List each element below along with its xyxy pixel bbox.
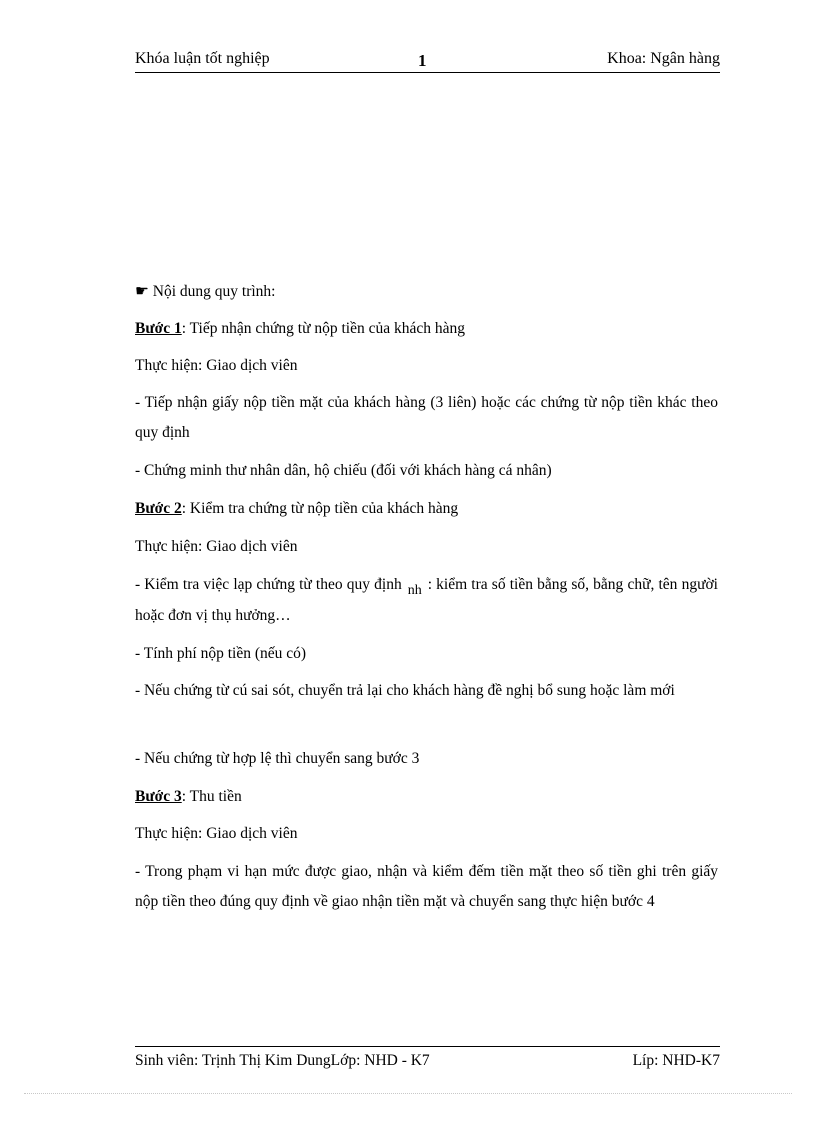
footer-class: Líp: NHD-K7 bbox=[632, 1052, 720, 1069]
header-thesis-title: Khóa luận tốt nghiệp bbox=[135, 50, 270, 67]
step2-item-1 bbox=[135, 570, 718, 631]
step3-actor: Thực hiện: Giao dịch viên bbox=[135, 825, 298, 842]
step2-actor: Thực hiện: Giao dịch viên bbox=[135, 538, 298, 555]
page-footer bbox=[135, 1046, 720, 1077]
step2-item-1-subscript: nh bbox=[407, 583, 422, 598]
page-bottom-divider bbox=[24, 1093, 792, 1094]
step2-title: : Kiểm tra chứng từ nộp tiền của khách hàng bbox=[181, 500, 459, 517]
step1-item-2: - Chứng minh thư nhân dân, hộ chiếu (đối với khách hàng cá nhân) bbox=[135, 462, 552, 479]
step1-heading bbox=[135, 319, 465, 339]
step1-item-1: - Tiếp nhận giấy nộp tiền mặt của khách hàng (3 liên) hoặc các chứng từ nộp tiền khác theo quy định bbox=[135, 394, 718, 441]
pointing-hand-icon: ☛ bbox=[135, 283, 149, 300]
intro-line bbox=[135, 282, 276, 302]
step1-actor: Thực hiện: Giao dịch viên bbox=[135, 357, 298, 374]
step1-title: : Tiếp nhận chứng từ nộp tiền của khách hàng bbox=[181, 320, 466, 337]
page-number: 1 bbox=[418, 51, 427, 70]
step1-label: Bước 1 bbox=[135, 320, 182, 337]
footer-student: Sinh viên: Trịnh Thị Kim DungLớp: NHD - K7 bbox=[135, 1052, 430, 1069]
step2-item-3: - Nếu chứng từ cú sai sót, chuyển trả lại cho khách hàng đề nghị bổ sung hoặc làm mới bbox=[135, 682, 675, 699]
intro-text: Nội dung quy trình: bbox=[152, 283, 276, 300]
header-faculty: Khoa: Ngân hàng bbox=[607, 50, 720, 67]
step2-item-4: - Nếu chứng từ hợp lệ thì chuyển sang bước 3 bbox=[135, 750, 420, 767]
page-header bbox=[135, 48, 720, 73]
step3-title: : Thu tiền bbox=[181, 788, 242, 805]
step3-heading bbox=[135, 787, 242, 807]
step2-label: Bước 2 bbox=[135, 500, 182, 517]
step3-label: Bước 3 bbox=[135, 788, 182, 805]
step2-item-1-text: - Kiểm tra việc lạp chứng từ theo quy định bbox=[135, 576, 402, 593]
step3-item-1: - Trong phạm vi hạn mức được giao, nhận và kiểm đếm tiền mặt theo số tiền ghi trên giấy nộp tiền theo đúng quy định về giao nhận tiền mặt và chuyển sang thực hiện bước 4 bbox=[135, 863, 718, 910]
step2-heading bbox=[135, 499, 458, 519]
step2-item-1-rest: : kiểm tra số tiền bằng số, bằng chữ, tên người hoặc đơn vị thụ hưởng… bbox=[135, 576, 718, 624]
step2-item-2: - Tính phí nộp tiền (nếu có) bbox=[135, 645, 307, 662]
